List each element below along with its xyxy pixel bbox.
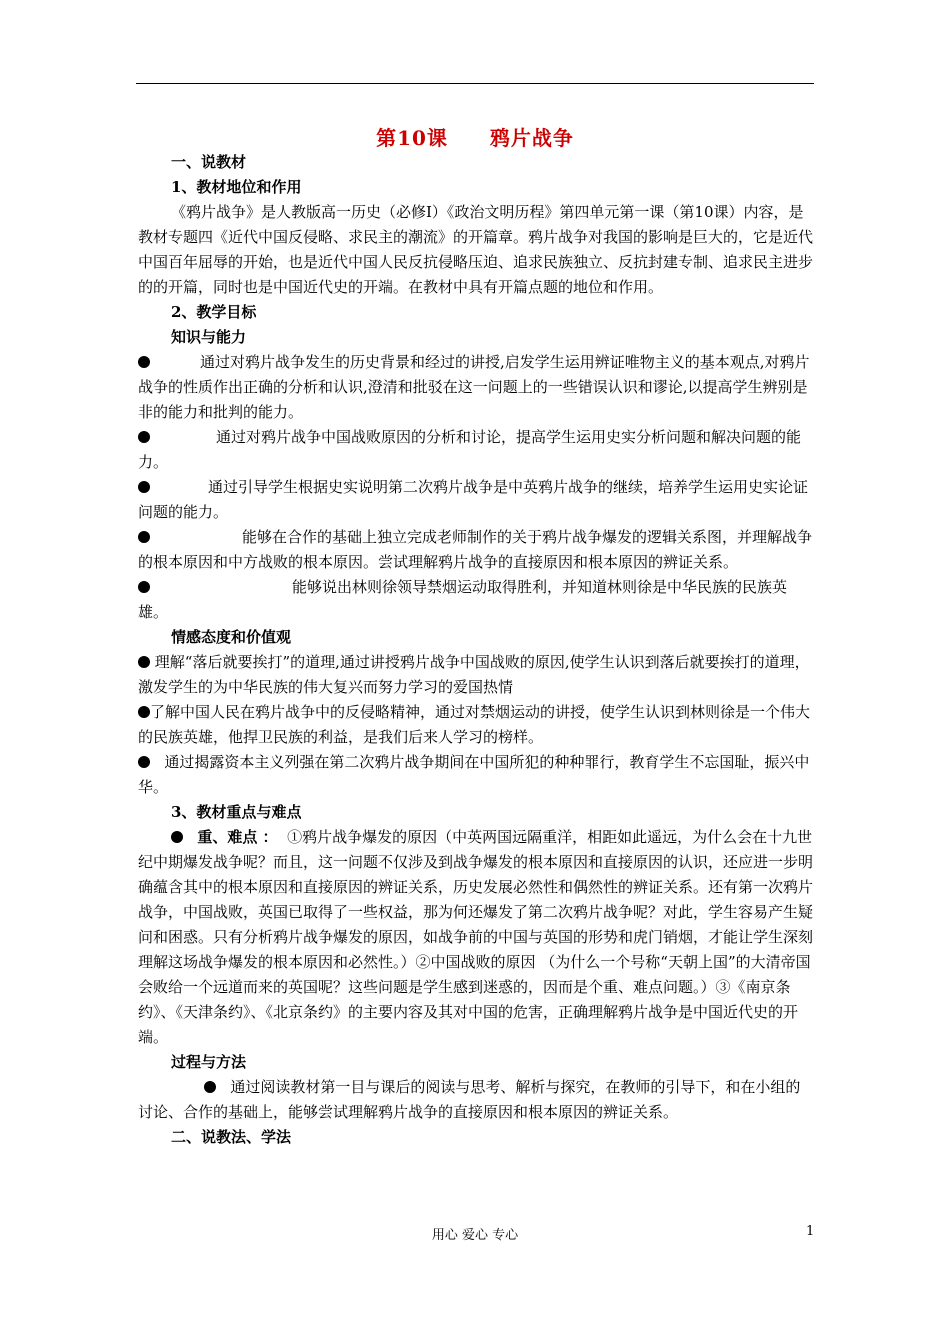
paragraph: 《鸦片战争》是人教版高一历史（必修Ⅰ）《政治文明历程》第四单元第一课（第10课）内容，是教材专题四《近代中国反侵略、求民主的潮流》的开篇章。鸦片战争对我国的影响是巨大的，它是近代中国百年屈辱的开始，也是近代中国人民反抗侵略压迫、追求民族独立、反抗封建专制、追求民主进步的的开篇，同时也是中国近代史的开端。在教材中具有开篇点题的地位和作用。 (138, 203, 814, 296)
bullet-icon (171, 831, 183, 843)
bullet-item: 通过揭露资本主义列强在第二次鸦片战争期间在中国所犯的种种罪行，教育学生不忘国耻，振兴中华。 (138, 753, 810, 796)
subsection-heading: 2、教学目标 (171, 303, 257, 321)
lesson-number: 第10课 (376, 126, 448, 150)
bullet-item: 通过引导学生根据史实说明第二次鸦片战争是中英鸦片战争的继续，培养学生运用史实论证问题的能力。 (138, 478, 809, 521)
page-number: 1 (806, 1224, 815, 1239)
page-title (0, 122, 950, 151)
bullet-icon (138, 431, 150, 443)
focus-paragraph: 重、难点 ： ①鸦片战争爆发的原因（中英两国远隔重洋，相距如此遥远，为什么会在十九世纪中期爆发战争呢？而且，这一问题不仅涉及到战争爆发的根本原因和直接原因的认识，还应进一步明确蕴含其中的根本原因和直接原因的辨证关系，历史发展必然性和偶然性的辨证关系。还有第一次鸦片战争，中国战败，英国已取得了一些权益，那为何还爆发了第二次鸦片战争呢？对此，学生容易产生疑问和困惑。只有分析鸦片战争爆发的原因，如战争前的中国与英国的形势和虎门销烟，才能让学生深刻理解这场战争爆发的根本原因和必然性。）②中国战败的原因 （为什么一个号称“天朝上国”的大清帝国会败给一个远道而来的英国呢？这些问题是学生感到迷惑的，因而是个重、难点问题。）③《南京条约》、《天津条约》、《北京条约》的主要内容及其对中国的危害，正确理解鸦片战争是中国近代史的开端。 (138, 828, 814, 1046)
bullet-icon (138, 481, 150, 493)
bullet-icon (138, 581, 150, 593)
bullet-item: 能够说出林则徐领导禁烟运动取得胜利，并知道林则徐是中华民族的民族英雄。 (138, 578, 788, 621)
subsection-heading: 过程与方法 (171, 1053, 247, 1071)
bullet-icon (138, 531, 150, 543)
footer-motto: 用心 爱心 专心 (431, 1228, 519, 1243)
bullet-item: 通过对鸦片战争中国战败原因的分析和讨论，提高学生运用史实分析问题和解决问题的能力。 (138, 428, 802, 471)
bullet-icon (138, 656, 150, 668)
bullet-icon (138, 356, 150, 368)
subsection-heading: 知识与能力 (171, 328, 247, 346)
subsection-heading: 情感态度和价值观 (171, 628, 292, 646)
header-rule (136, 83, 814, 84)
subsection-heading: 3、教材重点与难点 (171, 803, 302, 821)
section-heading: 一、说教材 (171, 153, 247, 171)
bullet-item: 通过对鸦片战争发生的历史背景和经过的讲授,启发学生运用辨证唯物主义的基本观点,对鸦片战争的性质作出正确的分析和认识,澄清和批驳在这一问题上的一些错误认识和谬论,以提高学生辨别是非的能力和批判的能力。 (138, 353, 810, 421)
bullet-icon (138, 756, 150, 768)
bullet-icon (138, 706, 150, 718)
focus-label: 重、难点 ： (197, 828, 278, 846)
bullet-item: 了解中国人民在鸦片战争中的反侵略精神，通过对禁烟运动的讲授，使学生认识到林则徐是一个伟大的民族英雄，他捍卫民族的利益，是我们后来人学习的榜样。 (138, 703, 811, 746)
bullet-item: 能够在合作的基础上独立完成老师制作的关于鸦片战争爆发的逻辑关系图，并理解战争的根本原因和中方战败的根本原因。尝试理解鸦片战争的直接原因和根本原因的辨证关系。 (138, 528, 813, 571)
bullet-item: 通过阅读教材第一目与课后的阅读与思考、解析与探究，在教师的引导下，和在小组的讨论、合作的基础上，能够尝试理解鸦片战争的直接原因和根本原因的辨证关系。 (138, 1078, 801, 1121)
bullet-icon (204, 1081, 216, 1093)
subsection-heading: 1、教材地位和作用 (171, 178, 302, 196)
section-heading: 二、说教法、学法 (171, 1128, 292, 1146)
lesson-name: 鸦片战争 (489, 126, 574, 150)
bullet-item: 理解“落后就要挨打”的道理,通过讲授鸦片战争中国战败的原因,使学生认识到落后就要挨打的道理，激发学生的为中华民族的伟大复兴而努力学习的爱国热情 (138, 653, 810, 696)
document-body (138, 150, 814, 1150)
